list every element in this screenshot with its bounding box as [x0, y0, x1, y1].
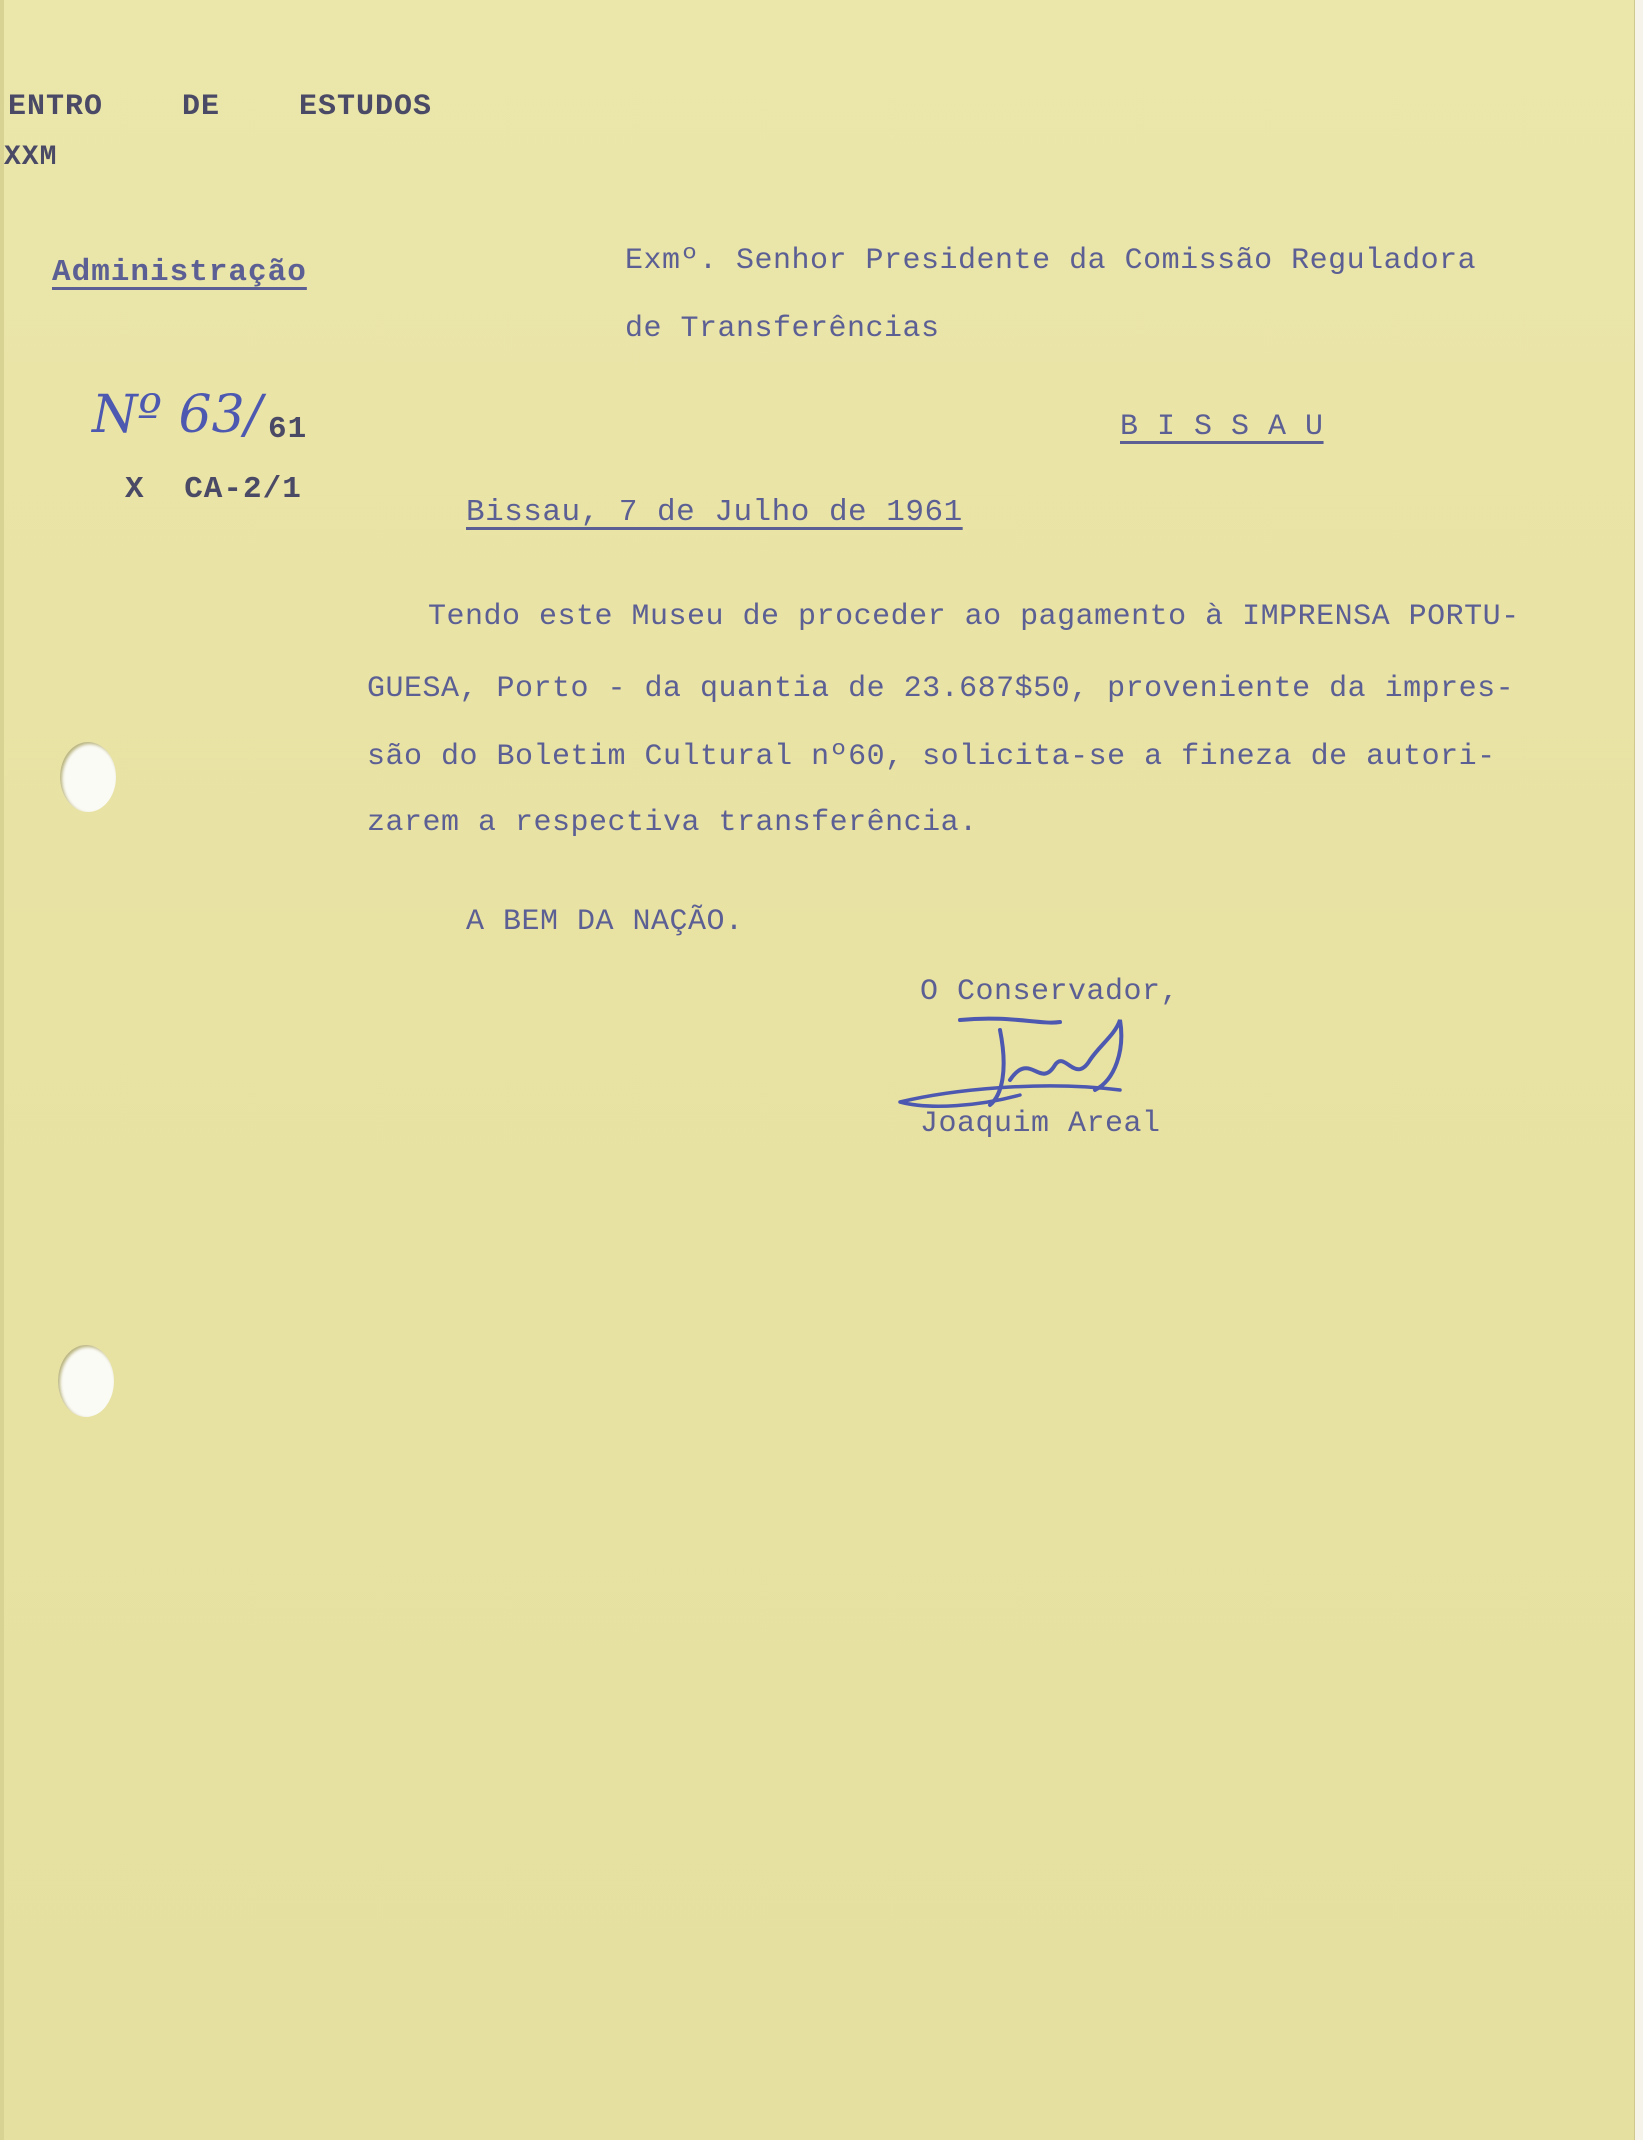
- body-line-4: zarem a respectiva transferência.: [367, 806, 978, 840]
- addressee-line-1: Exmº. Senhor Presidente da Comissão Reguladora: [625, 244, 1477, 278]
- addressee-line-2: de Transferências: [625, 312, 940, 346]
- closing-salutation: A BEM DA NAÇÃO.: [466, 905, 744, 939]
- reference-year: 61: [268, 412, 308, 447]
- punch-hole-bottom: [58, 1345, 114, 1417]
- date-line: Bissau, 7 de Julho de 1961: [466, 495, 963, 530]
- signatory-title: O Conservador,: [920, 975, 1180, 1009]
- body-line-3: são do Boletim Cultural nº60, solicita-se a fineza de autori-: [367, 740, 1496, 774]
- letterhead-sub: XXM: [4, 142, 58, 173]
- handwritten-reference-number: Nº 63/: [92, 385, 263, 445]
- body-line-1: Tendo este Museu de proceder ao pagamento à IMPRENSA PORTU-: [428, 600, 1520, 634]
- page-right-edge: [1634, 0, 1643, 2140]
- punch-hole-top: [60, 742, 116, 812]
- page-left-edge: [0, 0, 4, 2140]
- department-label: Administração: [52, 255, 307, 290]
- letterhead-org: ENTRO DE ESTUDOS: [8, 90, 433, 124]
- reference-file-code: X CA-2/1: [125, 472, 302, 507]
- body-line-2: GUESA, Porto - da quantia de 23.687$50, proveniente da impres-: [367, 672, 1515, 706]
- addressee-city: B I S S A U: [1120, 410, 1324, 444]
- signatory-name: Joaquim Areal: [920, 1107, 1161, 1141]
